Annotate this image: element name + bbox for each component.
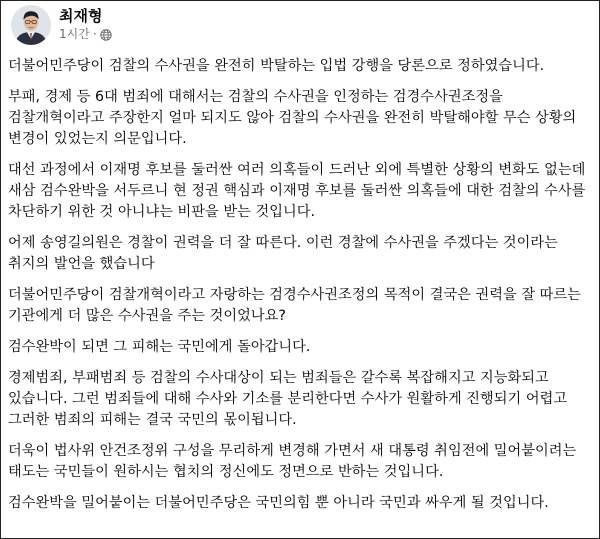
post-meta — [59, 27, 112, 42]
avatar[interactable] — [11, 5, 51, 45]
globe-icon[interactable] — [100, 29, 112, 41]
avatar-photo — [11, 5, 51, 45]
post-paragraph: 대선 과정에서 이재명 후보를 둘러싼 여러 의혹들이 드러난 외에 특별한 상황의 변화도 없는데 새삼 검수완박을 서두르니 현 정권 핵심과 이재명 후보를 둘러싼 의혹들에 대한 검찰의 수사를 차단하기 위한 것 아니냐는 비판을 받는 것입니다. — [8, 162, 586, 220]
post-body — [8, 56, 593, 524]
post-paragraph: 검수완박이 되면 그 피해는 국민에게 돌아갑니다. — [8, 339, 311, 355]
post-timestamp[interactable]: 1시간 — [59, 27, 90, 41]
post-paragraph: 어제 송영길의원은 경찰이 권력을 더 잘 따른다. 이런 경찰에 수사권을 주겠다는 것이라는 취지의 발언을 했습니다 — [8, 235, 558, 272]
author-block — [59, 5, 112, 42]
post-paragraph: 부패, 경제 등 6대 범죄에 대해서는 검찰의 수사권을 인정하는 검경수사권조정을 검찰개혁이라고 주장한지 얼마 되지도 않아 검찰의 수사권을 완전히 박탈해야할 무슨 상황의 변경이 있었는지 의문입니다. — [8, 89, 577, 147]
meta-separator: · — [92, 27, 97, 41]
post-paragraph: 더욱이 법사위 안건조정위 구성을 무리하게 변경해 가면서 새 대통령 취임전에 밀어붙이려는 태도는 국민들이 원하시는 협치의 정신에도 정면으로 반하는 것입니다. — [8, 443, 577, 480]
post-paragraph: 경제범죄, 부패범죄 등 검찰의 수사대상이 되는 범죄들은 갈수록 복잡해지고 지능화되고 있습니다. 그런 범죄들에 대해 수사와 기소를 분리한다면 수사가 원활하게 진행되기 어렵고 그러한 범죄의 피해는 결국 국민의 몫이됩니다. — [8, 370, 568, 428]
post-paragraph: 더불어민주당이 검찰의 수사권을 완전히 박탈하는 입법 강행을 당론으로 정하였습니다. — [8, 58, 545, 74]
author-name[interactable]: 최재형 — [59, 7, 103, 25]
post-paragraph: 검수완박을 밀어붙이는 더불어민주당은 국민의힘 뿐 아니라 국민과 싸우게 될 것입니다. — [8, 495, 549, 511]
post-paragraph: 더불어민주당이 검찰개혁이라고 자랑하는 검경수사권조정의 목적이 결국은 권력을 잘 따르는 기관에게 더 많은 수사권을 주는 것이었나요? — [8, 287, 581, 324]
post-header — [11, 5, 112, 45]
